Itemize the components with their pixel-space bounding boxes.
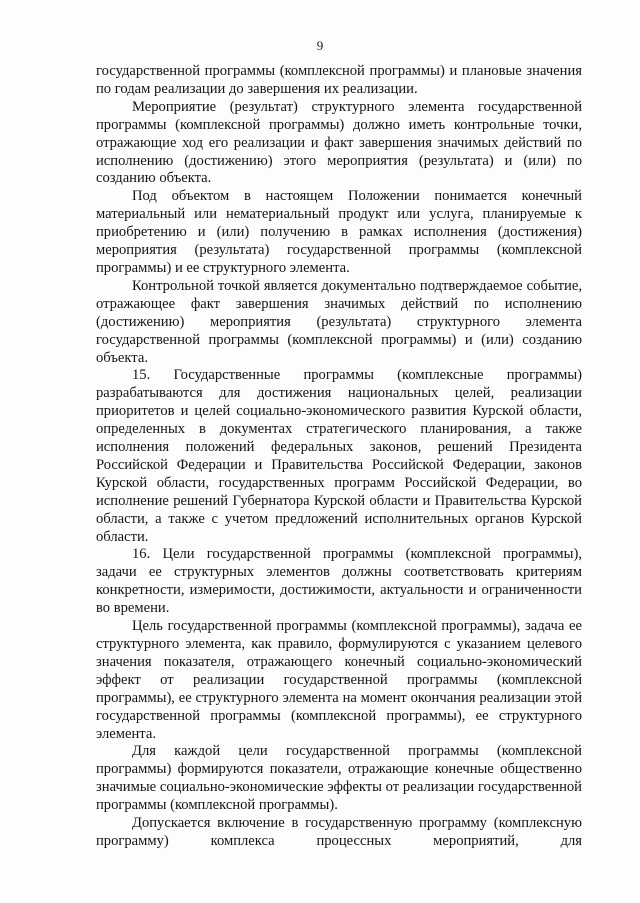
paragraph-3: Под объектом в настоящем Положении понимается конечный материальный или нематериальный продукт или услуга, планируемые к приобретению и (или) получению в рамках исполнения (достижения) мероприятия (результата) государственной программы (комплексной программы) и ее структурного элемента.	[96, 188, 582, 276]
paragraph-9: Допускается включение в государственную программу (комплексную программу) комплекса процессных мероприятий, для	[96, 815, 582, 849]
paragraph-2: Мероприятие (результат) структурного элемента государственной программы (комплексной программы) должно иметь контрольные точки, отражающие ход его реализации и факт завершения значимых действий по исполнению (достижению) этого мероприятия (результата) и (или) по созданию объекта.	[96, 98, 582, 187]
paragraph-4: Контрольной точкой является документально подтверждаемое событие, отражающее факт завершения значимых действий по исполнению (достижению) мероприятия (результата) структурного элемента государственной программы (комплексной программы) и (или) созданию объекта.	[96, 277, 582, 366]
paragraph-1: государственной программы (комплексной программы) и плановые значения по годам реализации до завершения их реализации.	[96, 63, 582, 97]
page-number: 9	[316, 38, 324, 53]
paragraph-6: 16. Цели государственной программы (комплексной программы), задачи ее структурных элементов должны соответствовать критериям конкретности, измеримости, достижимости, актуальности и ограниченности во времени.	[96, 546, 582, 617]
document-body	[96, 63, 582, 851]
paragraph-7: Цель государственной программы (комплексной программы), задача ее структурного элемента, как правило, формулируются с указанием целевого значения показателя, отражающего конечный социально-экономический эффект от реализации государственной программы (комплексной программы), ее структурного элемента на момент окончания реализации этой государственной программы (комплексной программы), ее структурного элемента.	[96, 618, 582, 742]
paragraph-8: Для каждой цели государственной программы (комплексной программы) формируются показатели, отражающие конечные общественно значимые социально-экономические эффекты от реализации государственной программы (комплексной программы).	[96, 743, 582, 814]
paragraph-5: 15. Государственные программы (комплексные программы) разрабатываются для достижения национальных целей, реализации приоритетов и целей социально-экономического развития Курской области, определенных в документах стратегического планирования, а также исполнения положений федеральных законов, решений Президента Российской Федерации и Правительства Российской Федерации, законов Курской области, государственных программ Российской Федерации, во исполнение решений Губернатора Курской области и Правительства Курской области, а также с учетом предложений исполнительных органов Курской области.	[96, 367, 582, 545]
